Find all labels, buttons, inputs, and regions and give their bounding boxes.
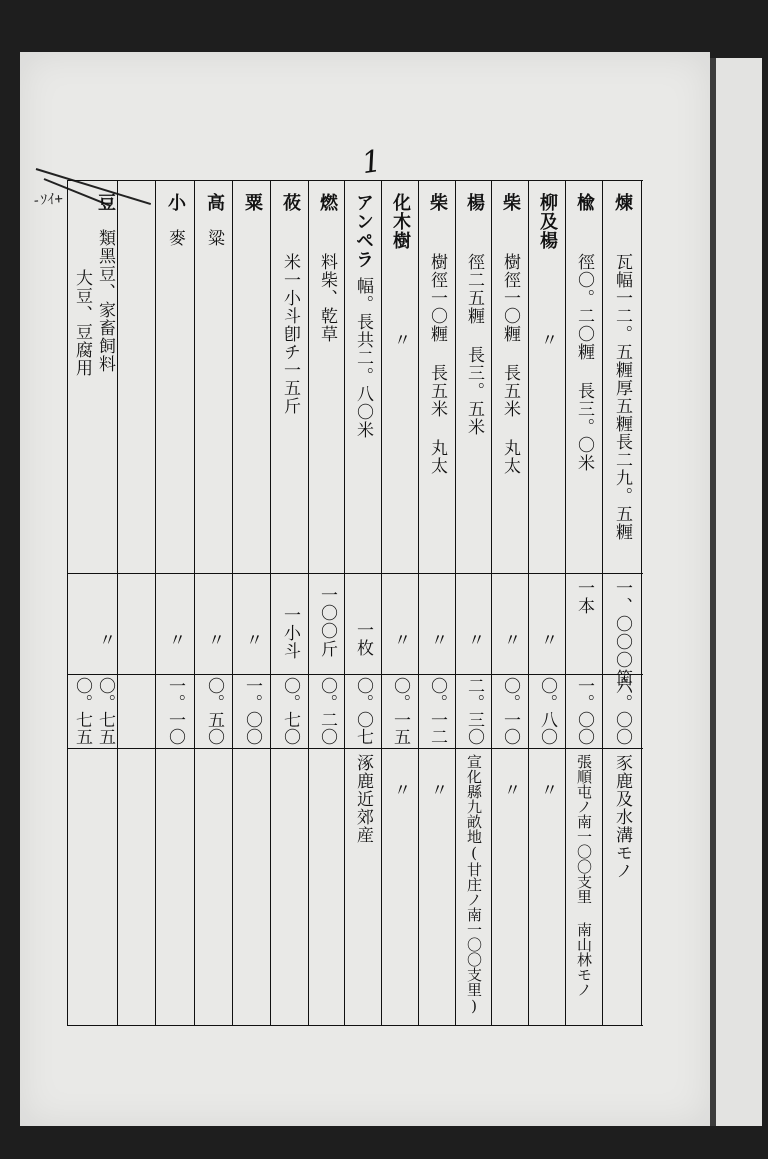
column-divider xyxy=(308,181,309,1025)
column-divider xyxy=(565,181,566,1025)
item-price: 〇。一五 xyxy=(390,677,410,745)
table-row-firewood xyxy=(420,181,455,1025)
column-divider xyxy=(117,181,118,1025)
item-name: 柳及楊 xyxy=(537,193,558,250)
item-price: 〇。一二 xyxy=(427,677,447,745)
item-price: 〇。七五 xyxy=(95,677,115,745)
item-spec: 〃 xyxy=(390,331,410,349)
item-price: 〇。五〇 xyxy=(204,677,224,745)
table-row-sorghum xyxy=(196,181,232,1025)
item-name: 柴 xyxy=(500,193,521,212)
item-price-secondary: 〇。七五 xyxy=(72,677,92,745)
column-divider xyxy=(232,181,233,1025)
table-row-elm xyxy=(567,181,602,1025)
column-divider xyxy=(270,181,271,1025)
item-quantity: 一本 xyxy=(574,579,594,615)
item-name: アンペラ xyxy=(353,193,374,269)
item-price: 〇。一〇 xyxy=(500,677,520,745)
item-name: 燃 xyxy=(317,193,338,212)
margin-mark: -ｿｲ+ xyxy=(31,190,64,210)
item-note: 〃 xyxy=(390,781,410,799)
item-name: 小 xyxy=(165,193,186,212)
item-spec: 徑二五糎 長三。五米 xyxy=(464,253,484,436)
item-name: 高 xyxy=(204,193,225,212)
item-price: 一。〇〇 xyxy=(242,677,262,745)
item-quantity: 〃 xyxy=(464,631,484,649)
item-spec: 米一小斗卽チ一五斤 xyxy=(280,253,300,415)
item-note: 涿鹿近郊産 xyxy=(353,754,373,844)
item-quantity: 〃 xyxy=(95,631,115,649)
item-spec: 粱 xyxy=(204,229,224,247)
item-note: 宣化縣九畝地(甘庄ノ南一〇〇支里) xyxy=(465,754,483,1015)
item-name: 化木樹 xyxy=(390,193,411,250)
item-quantity: 一枚 xyxy=(353,621,373,657)
item-quantity: 〃 xyxy=(165,631,185,649)
item-quantity: 一〇〇斤 xyxy=(317,586,337,658)
table-row-firewood xyxy=(493,181,528,1025)
item-note: 豕鹿及水溝モノ xyxy=(612,754,632,880)
item-note: 〃 xyxy=(500,781,520,799)
column-divider xyxy=(418,181,419,1025)
item-price: 〇。八〇 xyxy=(537,677,557,745)
item-name: 柴 xyxy=(427,193,448,212)
item-spec: 徑〇。二〇糎 長三。〇米 xyxy=(574,253,594,472)
item-name: 莜 xyxy=(280,193,301,212)
column-divider xyxy=(67,181,68,1025)
item-quantity: 一小斗 xyxy=(280,606,300,660)
item-price: 一。〇〇 xyxy=(574,677,594,745)
item-name: 粟 xyxy=(242,193,263,212)
item-spec: 麥 xyxy=(165,229,185,247)
column-divider xyxy=(381,181,382,1025)
table-row-beans xyxy=(69,181,117,1025)
item-price: 〇。七〇 xyxy=(280,677,300,745)
table-row-willow xyxy=(530,181,565,1025)
item-quantity: 〃 xyxy=(390,631,410,649)
table-row-wheat xyxy=(157,181,194,1025)
column-divider xyxy=(155,181,156,1025)
item-spec: 類黑豆、家畜飼料 xyxy=(95,229,115,373)
item-price: 一。一〇 xyxy=(165,677,185,745)
column-divider xyxy=(194,181,195,1025)
item-spec: 瓦幅一二。五糎厚五糎長二九。五糎 xyxy=(612,253,632,541)
table-row-oats xyxy=(272,181,308,1025)
item-quantity: 〃 xyxy=(204,631,224,649)
item-note: 〃 xyxy=(427,781,447,799)
item-name: 煉 xyxy=(612,193,633,212)
table-row-brick xyxy=(604,181,641,1025)
item-note: 〃 xyxy=(537,781,557,799)
page-number: 1 xyxy=(359,143,384,182)
item-spec: 樹徑一〇糎 長五米 丸太 xyxy=(500,253,520,475)
price-table xyxy=(67,180,643,1026)
item-quantity: 〃 xyxy=(500,631,520,649)
item-quantity: 〃 xyxy=(537,631,557,649)
item-price: 〇。二〇 xyxy=(317,677,337,745)
item-name: 豆 xyxy=(95,193,116,212)
column-divider xyxy=(344,181,345,1025)
table-row-ampera xyxy=(346,181,381,1025)
column-divider xyxy=(641,181,642,1025)
book-spine xyxy=(710,58,762,1126)
item-price: 二。三〇 xyxy=(464,677,484,745)
item-spec: 〃 xyxy=(537,331,557,349)
item-price: 六。〇〇 xyxy=(612,677,632,745)
item-name: 楡 xyxy=(574,193,595,212)
column-divider xyxy=(602,181,603,1025)
table-row-poplar xyxy=(457,181,491,1025)
column-divider xyxy=(455,181,456,1025)
item-spec-secondary: 大豆、豆腐用 xyxy=(72,269,92,377)
table-row-fuel xyxy=(310,181,344,1025)
item-quantity: 一、〇〇〇箇 xyxy=(612,579,632,687)
table-row-fossil-wood xyxy=(383,181,418,1025)
item-spec: 幅。長共二。八〇米 xyxy=(353,277,373,439)
item-spec: 樹徑一〇糎 長五米 丸太 xyxy=(427,253,447,475)
item-quantity: 〃 xyxy=(242,631,262,649)
item-spec: 料柴、乾草 xyxy=(317,253,337,343)
item-quantity: 〃 xyxy=(427,631,447,649)
item-price: 〇。〇七 xyxy=(353,677,373,745)
column-divider xyxy=(528,181,529,1025)
table-row-millet xyxy=(234,181,270,1025)
item-note: 張順屯ノ南一〇〇支里 南山林モノ xyxy=(575,754,593,997)
item-name: 楊 xyxy=(464,193,485,212)
column-divider xyxy=(491,181,492,1025)
